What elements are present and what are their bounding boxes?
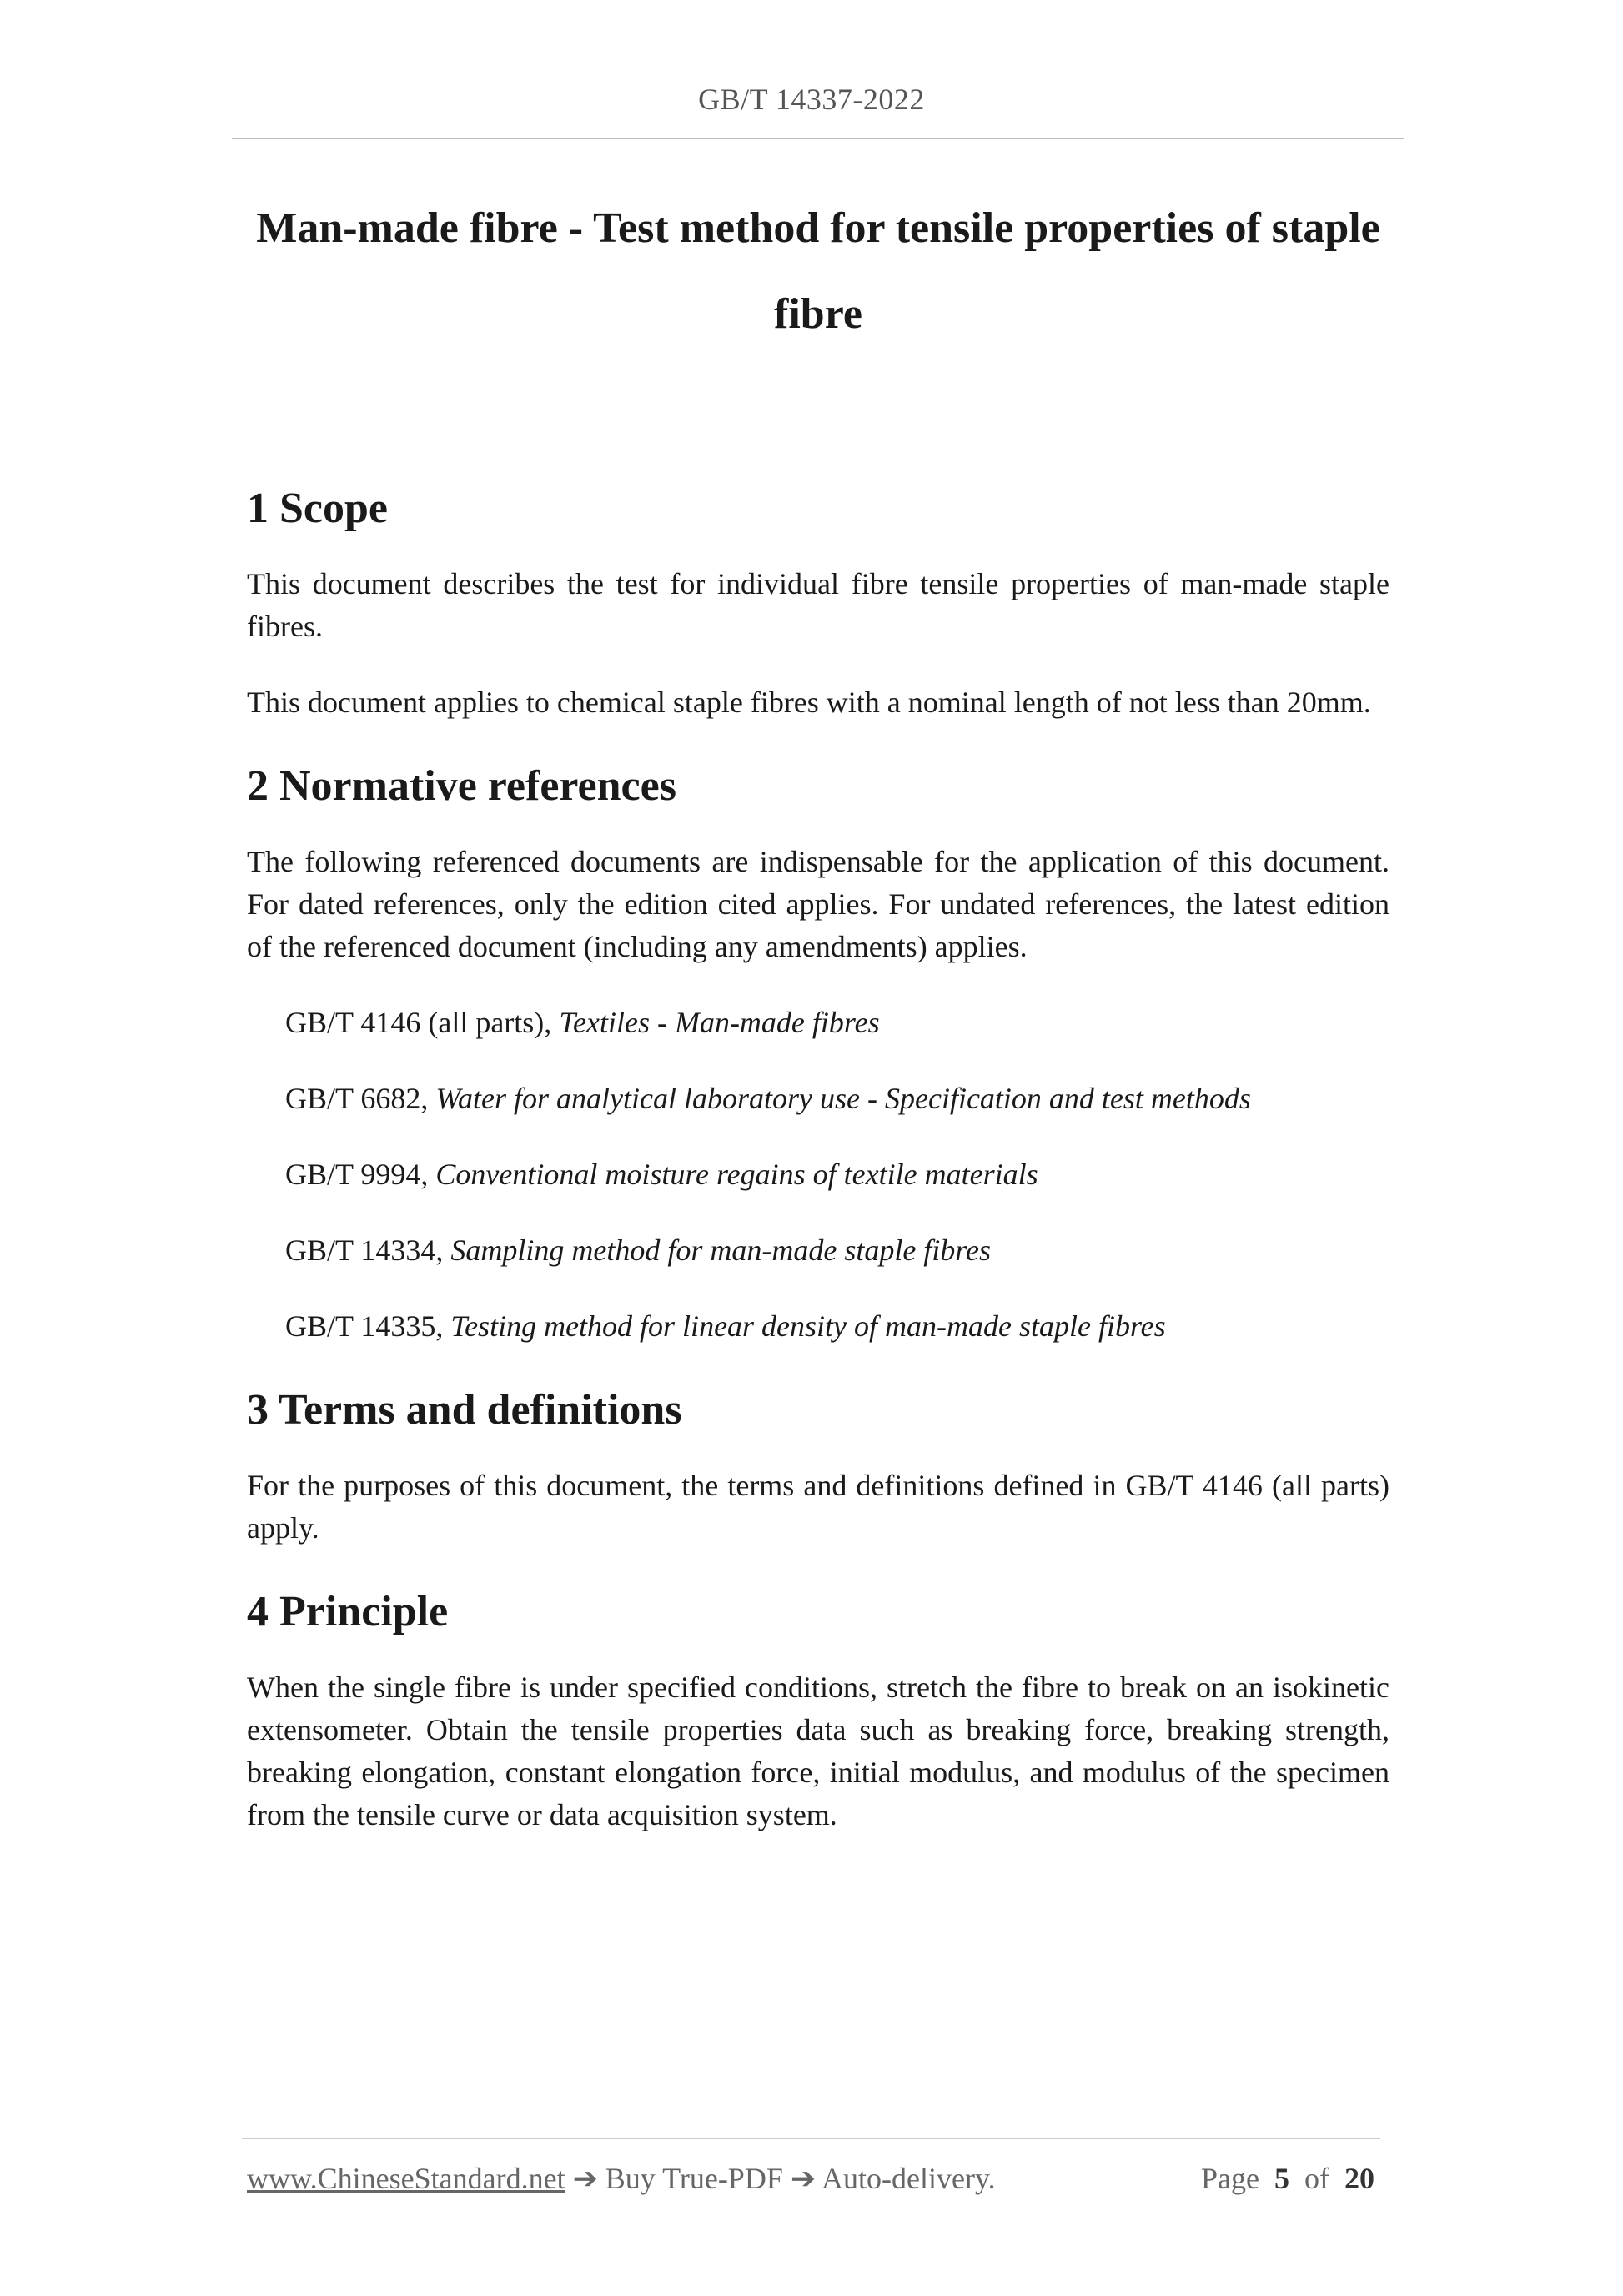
scope-paragraph-2: This document applies to chemical staple fibres with a nominal length of not less than 20mm.: [247, 686, 1371, 719]
current-page-number: 5: [1274, 2162, 1289, 2195]
footer-promo: [247, 2160, 996, 2197]
reference-list: [247, 1002, 1389, 1348]
section-heading-principle: 4 Principle: [247, 1588, 449, 1635]
section-heading-normative-references: 2 Normative references: [247, 762, 676, 810]
reference-code: GB/T 14334,: [285, 1233, 451, 1267]
arrow-right-icon: ➔: [572, 2162, 598, 2195]
reference-code: GB/T 4146 (all parts),: [285, 1006, 560, 1039]
reference-title: Sampling method for man-made staple fibres: [450, 1233, 991, 1267]
auto-delivery-text: Auto-delivery.: [822, 2162, 996, 2195]
reference-code: GB/T 14335,: [285, 1309, 451, 1343]
reference-item: [285, 1002, 1389, 1044]
arrow-right-icon: ➔: [790, 2162, 817, 2195]
document-title: Man-made fibre - Test method for tensile properties of staple fibre: [256, 204, 1380, 338]
reference-title: Testing method for linear density of man-made staple fibres: [450, 1309, 1166, 1343]
reference-title: Water for analytical laboratory use - Specification and test methods: [435, 1082, 1251, 1115]
reference-title: Conventional moisture regains of textile materials: [435, 1158, 1038, 1191]
document-body: [247, 471, 1389, 1836]
reference-item: [285, 1153, 1389, 1196]
page-number: [1201, 2160, 1374, 2197]
principle-paragraph: When the single fibre is under specified conditions, stretch the fibre to break on an isokinetic extensometer. Obtain the tensile properties data such as breaking force, breaking strength, breaking elongation, constant elongation force, initial modulus, and modulus of the specimen from the tensile curve or data acquisition system.: [247, 1671, 1389, 1831]
reference-item: [285, 1229, 1389, 1272]
scope-paragraph-1: This document describes the test for individual fibre tensile properties of man-made staple fibres.: [247, 567, 1389, 643]
reference-code: GB/T 6682,: [285, 1082, 436, 1115]
reference-title: Textiles - Man-made fibres: [559, 1006, 880, 1039]
buy-true-pdf-text: Buy True-PDF: [605, 2162, 783, 2195]
website-link[interactable]: www.ChineseStandard.net: [247, 2162, 565, 2195]
normative-references-paragraph: The following referenced documents are indispensable for the application of this document. For dated references, only the edition cited applies. For undated references, the latest edition of the referenced document (including any amendments) applies.: [247, 845, 1389, 963]
section-heading-terms-and-definitions: 3 Terms and definitions: [247, 1386, 682, 1434]
reference-item: [285, 1305, 1389, 1348]
reference-item: [285, 1078, 1389, 1120]
footer-divider: [242, 2138, 1380, 2139]
header-divider: [232, 138, 1404, 139]
terms-paragraph: For the purposes of this document, the terms and definitions defined in GB/T 4146 (all parts) apply.: [247, 1469, 1389, 1545]
total-pages-number: 20: [1344, 2162, 1374, 2195]
reference-code: GB/T 9994,: [285, 1158, 436, 1191]
page-label: Page: [1201, 2162, 1259, 2195]
section-heading-scope: 1 Scope: [247, 485, 388, 532]
of-label: of: [1304, 2162, 1329, 2195]
header-standard-code: GB/T 14337-2022: [698, 83, 925, 116]
